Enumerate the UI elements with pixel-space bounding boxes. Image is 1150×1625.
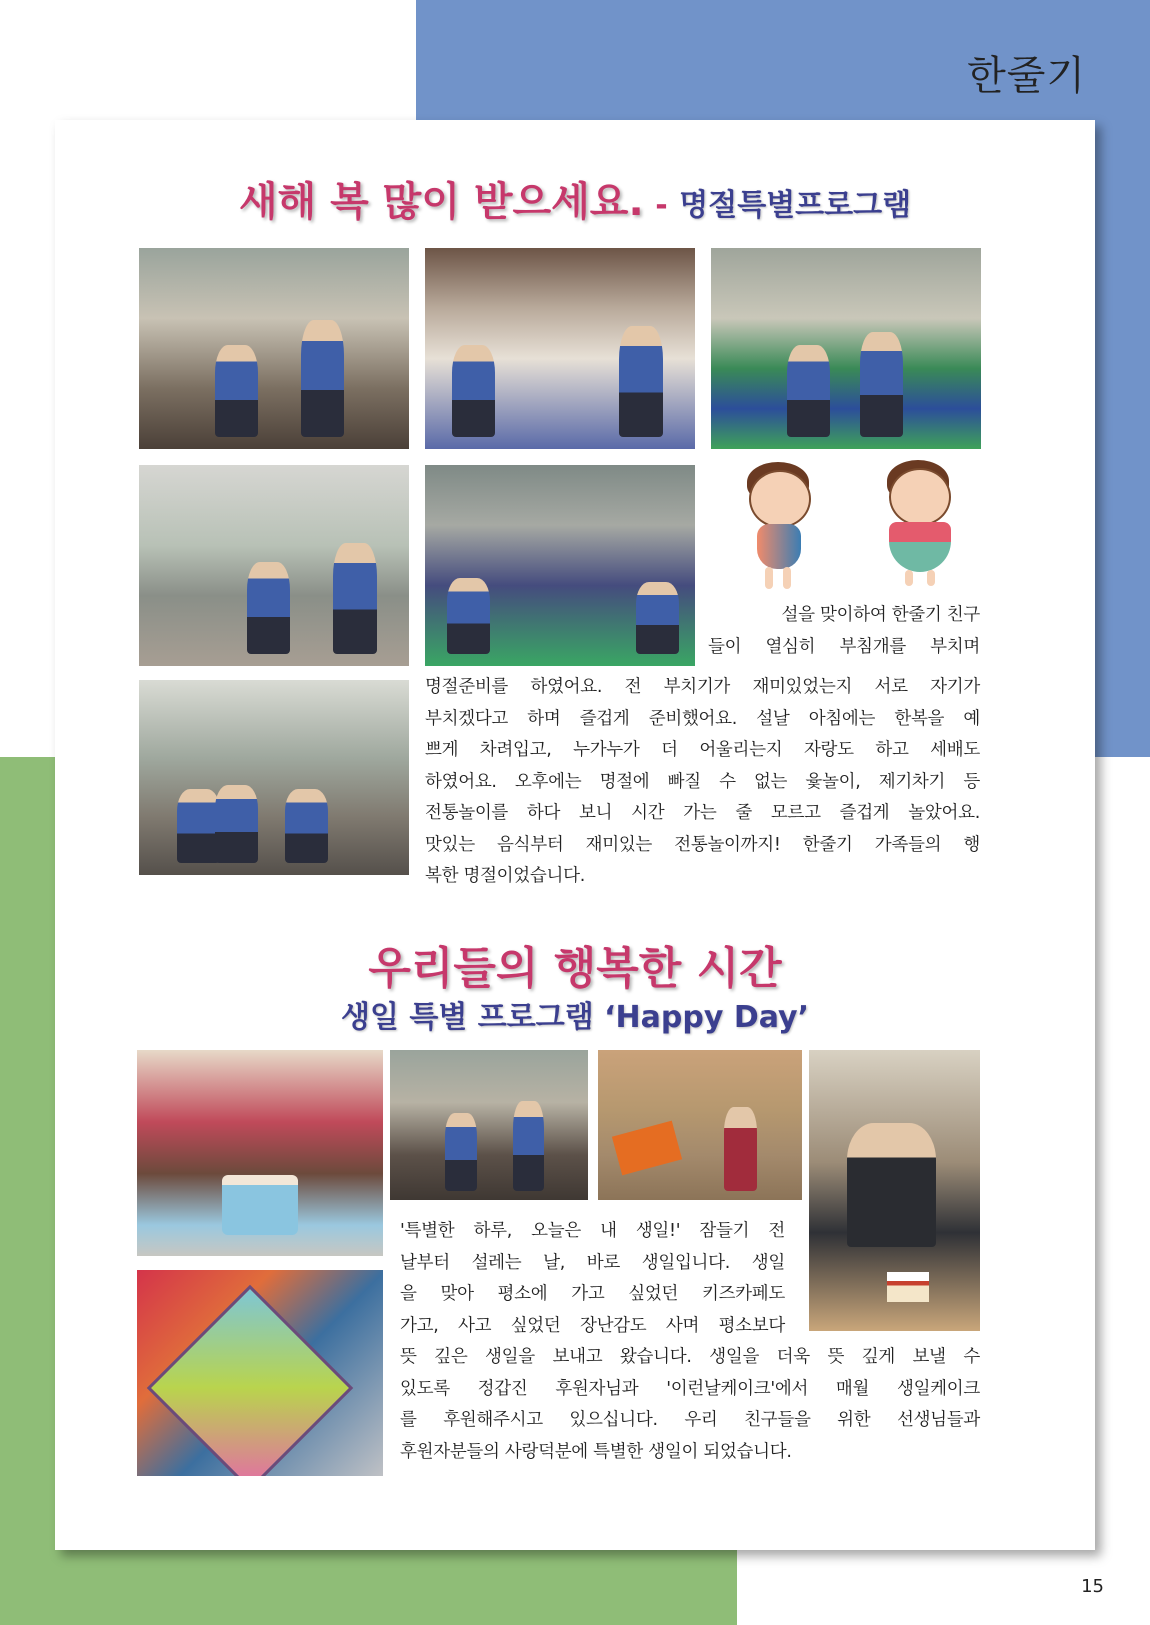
text-line: 전통놀이를 하다 보니 시간 가는 줄 모르고 즐겁게 놀았어요. [425,803,980,823]
photo-eating-at-table [425,248,695,449]
cartoon-leg [927,570,935,586]
cartoon-girl-hanbok [875,460,980,595]
photo-figure [860,332,903,437]
photo-figure [333,543,376,654]
photo-figure [247,562,290,654]
photo-figure [285,789,328,863]
photo-figure [301,320,344,437]
text-line: 들이 열심히 부침개를 부치며 [708,636,980,657]
text-line: 날부터 설레는 날, 바로 생일입니다. 생일 [400,1252,785,1273]
cartoon-boy-hanbok [737,462,837,597]
photo-birthday-cake [137,1050,383,1256]
text-line: 명절준비를 하였어요. 전 부치기가 재미있었는지 서로 자기가 [425,677,980,697]
photo-cooking-pancakes [139,248,409,449]
article2-short-text [400,1216,785,1342]
article1-body [425,672,980,893]
article1-intro [708,600,980,663]
photo-figure [847,1123,936,1247]
article1-title-dash: - [655,188,668,223]
cartoon-leg [905,570,913,586]
photo-figure [445,1113,477,1191]
article1-title-main: 새해 복 많이 받으세요. [238,179,644,225]
cartoon-body [757,524,801,569]
photo-kite-shop [137,1270,383,1476]
text-line: 를 후원해주시고 있으십니다. 우리 친구들을 위한 선생님들과 [400,1410,980,1430]
photo-figure [636,582,679,654]
text-line: 후원자분들의 사랑덕분에 특별한 생일이 되었습니다. [400,1441,792,1462]
cake-slice [887,1272,929,1302]
text-line: 뜻 깊은 생일을 보내고 왔습니다. 생일을 더욱 뜻 깊게 보낼 수 [400,1347,980,1367]
photo-new-year-bow [425,465,695,666]
photo-figure [215,345,258,437]
content-panel [55,120,1095,1550]
text-line: 가고, 사고 싶었던 장난감도 사며 평소보다 [400,1315,785,1336]
photo-figure [177,789,220,863]
text-line: 부치겠다고 하며 즐겁게 준비했어요. 설날 아침에는 한복을 예 [425,708,980,729]
article2-subtitle: 생일 특별 프로그램 ‘Happy Day’ [340,1000,810,1035]
article1-title-sub: 명절특별프로그램 [679,188,912,223]
article2-long-text [400,1342,980,1468]
orange-toy-truck [612,1121,682,1176]
photo-traditional-games [711,248,981,449]
photo-hallway-play [139,465,409,666]
text-line: 맛있는 음식부터 재미있는 전통놀이까지! 한줄기 가족들의 행 [425,834,980,855]
text-line: 쁘게 차려입고, 누가누가 더 어울리는지 자랑도 하고 세배도 [425,740,980,760]
article2-title: 우리들의 행복한 시간 [368,943,782,994]
text-line: 하였어요. 오후에는 명절에 빠질 수 없는 윷놀이, 제기차기 등 [425,771,980,792]
photo-figure [215,785,258,863]
cartoon-head [749,470,811,528]
photo-jegichagi [139,680,409,875]
photo-cooking-2 [390,1050,588,1200]
cartoon-leg [765,567,773,589]
cartoon-leg [783,567,791,589]
text-line: 있도록 정갑진 후원자님과 '이런날케이크'에서 매월 생일케이크 [400,1378,980,1399]
cartoon-body [889,522,951,572]
photo-figure [619,326,662,437]
kite [147,1285,353,1476]
cartoon-head [889,468,951,526]
text-line: 을 맞아 평소에 가고 싶었던 키즈카페도 [400,1284,785,1304]
photo-figure [447,578,490,654]
text-line: 복한 명절이었습니다. [425,866,585,886]
article1-title [55,170,1095,227]
photo-kids-cafe [598,1050,802,1200]
photo-figure [452,345,495,437]
photo-figure [513,1101,545,1191]
photo-figure [787,345,830,437]
photo-figure [724,1107,757,1191]
section-tag: 한줄기 [967,53,1086,99]
cake [222,1175,298,1235]
text-line: '특별한 하루, 오늘은 내 생일!' 잠들기 전 [400,1221,785,1241]
photo-cafe-cake [809,1050,980,1331]
page-number: 15 [1081,1576,1104,1597]
text-line: 설을 맞이하여 한줄기 친구 [781,605,980,625]
